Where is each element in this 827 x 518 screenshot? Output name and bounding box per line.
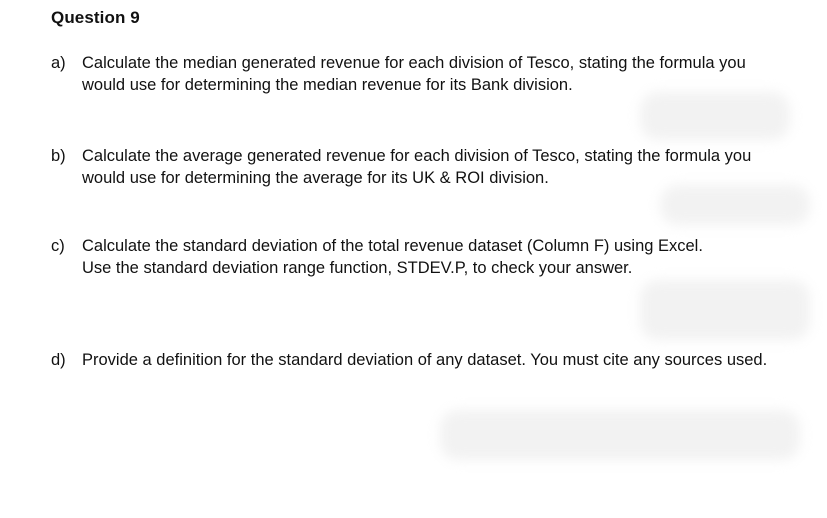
- scan-smudge: [640, 280, 810, 340]
- part-marker: a): [51, 54, 66, 72]
- scan-smudge: [640, 92, 790, 140]
- question-part-b: [51, 145, 771, 189]
- question-part-d: [51, 349, 771, 371]
- part-text: Calculate the standard deviation of the total revenue dataset (Column F) using Excel. Use the standard deviation range function, STDEV.P, to check your answer.: [82, 237, 703, 277]
- question-heading: Question 9: [51, 8, 140, 27]
- scan-smudge: [440, 410, 800, 460]
- part-marker: b): [51, 147, 66, 165]
- part-marker: c): [51, 237, 65, 255]
- scan-smudge: [660, 185, 810, 225]
- part-text: Calculate the average generated revenue for each division of Tesco, stating the formula you would use for determining the average for its UK & ROI division.: [82, 147, 752, 187]
- question-part-a: [51, 52, 771, 96]
- part-text: Provide a definition for the standard deviation of any dataset. You must cite any sources used.: [82, 351, 768, 369]
- part-marker: d): [51, 351, 66, 369]
- part-text: Calculate the median generated revenue for each division of Tesco, stating the formula you would use for determining the median revenue for its Bank division.: [82, 54, 746, 94]
- question-part-c: [51, 235, 721, 279]
